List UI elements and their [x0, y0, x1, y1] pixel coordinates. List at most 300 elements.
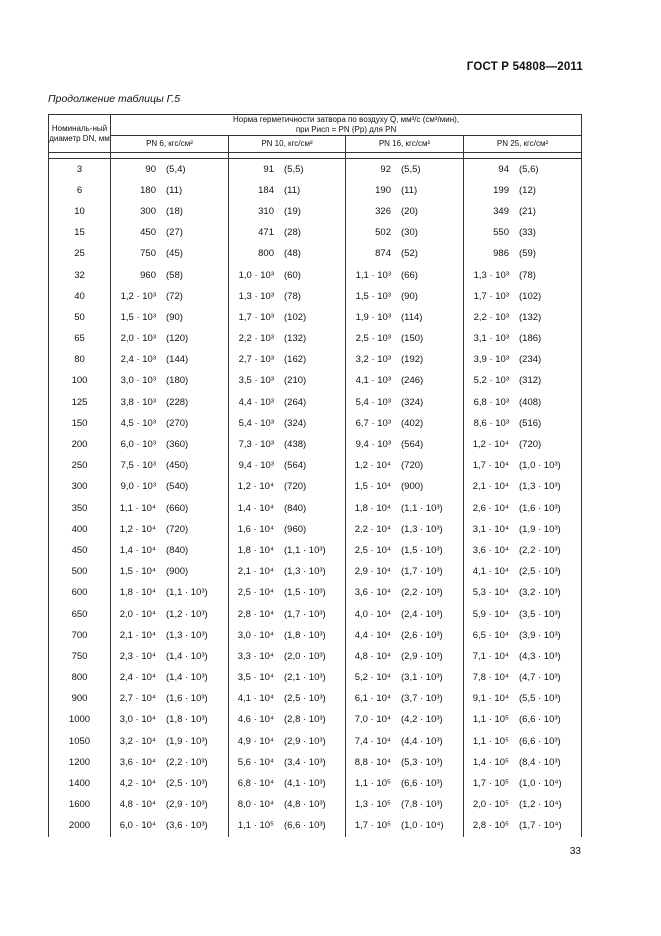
- leakage-cell: [346, 561, 464, 582]
- leakage-value-cm3min: (1,4 · 10³): [166, 650, 208, 662]
- leakage-value-mm3s: 300: [140, 205, 156, 217]
- leakage-value-cm3min: (11): [401, 184, 418, 196]
- column-header-pn10: PN 10, кгс/см²: [229, 136, 346, 153]
- leakage-value-mm3s: 1,7 · 10⁵: [472, 778, 509, 790]
- leakage-value-cm3min: (2,8 · 10³): [284, 714, 326, 726]
- leakage-value-cm3min: (5,5): [284, 163, 304, 175]
- leakage-value-mm3s: 3,2 · 10³: [355, 354, 391, 366]
- leakage-cell: [111, 709, 229, 730]
- leakage-value-mm3s: 4,6 · 10⁴: [237, 714, 274, 726]
- leakage-value-mm3s: 2,3 · 10⁴: [119, 650, 156, 662]
- leakage-value-cm3min: (720): [401, 460, 424, 472]
- leakage-cell: [229, 222, 346, 243]
- leakage-value-mm3s: 2,0 · 10³: [120, 333, 156, 345]
- leakage-value-cm3min: (5,3 · 10³): [401, 756, 443, 768]
- leakage-cell: [464, 815, 582, 836]
- leakage-cell: [464, 392, 582, 413]
- leakage-value-mm3s: 1,3 · 10³: [238, 290, 274, 302]
- table-row: [49, 688, 582, 709]
- table-row: [49, 349, 582, 370]
- leakage-value-cm3min: (2,1 · 10³): [284, 672, 326, 684]
- leakage-value-cm3min: (27): [166, 227, 183, 239]
- leakage-value-mm3s: 4,4 · 10⁴: [354, 629, 391, 641]
- leakage-cell: [464, 349, 582, 370]
- leakage-value-mm3s: 3,5 · 10⁴: [237, 672, 274, 684]
- leakage-value-cm3min: (60): [284, 269, 301, 281]
- leakage-value-mm3s: 3,0 · 10³: [120, 375, 156, 387]
- table-row: [49, 413, 582, 434]
- leakage-cell: [346, 476, 464, 497]
- leakage-cell: [111, 159, 229, 180]
- leakage-cell: [111, 815, 229, 836]
- table-row: [49, 392, 582, 413]
- leakage-value-mm3s: 2,2 · 10³: [238, 333, 274, 345]
- leakage-value-mm3s: 92: [380, 163, 391, 175]
- leakage-value-mm3s: 7,4 · 10⁴: [354, 735, 391, 747]
- leakage-cell: [346, 243, 464, 264]
- leakage-value-mm3s: 190: [375, 184, 391, 196]
- leakage-cell: [464, 646, 582, 667]
- leakage-value-mm3s: 1,1 · 10⁴: [119, 502, 156, 514]
- leakage-cell: [111, 794, 229, 815]
- leakage-value-cm3min: (1,5 · 10³): [284, 587, 326, 599]
- leakage-cell: [464, 667, 582, 688]
- leakage-value-mm3s: 960: [140, 269, 156, 281]
- leakage-value-mm3s: 4,8 · 10⁴: [354, 650, 391, 662]
- leakage-value-mm3s: 4,0 · 10⁴: [354, 608, 391, 620]
- leakage-value-cm3min: (324): [284, 417, 307, 429]
- leakage-value-mm3s: 2,0 · 10⁵: [472, 799, 509, 811]
- leakage-value-mm3s: 1,7 · 10³: [473, 290, 509, 302]
- leakage-cell: [229, 731, 346, 752]
- column-header-pn25: PN 25, кгс/см²: [464, 136, 582, 153]
- leakage-value-mm3s: 9,4 · 10³: [238, 460, 274, 472]
- table-row: [49, 222, 582, 243]
- leakage-cell: [346, 201, 464, 222]
- standard-code: ГОСТ Р 54808—2011: [466, 61, 583, 73]
- leakage-value-cm3min: (4,7 · 10³): [519, 672, 561, 684]
- leakage-value-cm3min: (660): [166, 502, 189, 514]
- table-row: [49, 264, 582, 285]
- leakage-cell: [111, 498, 229, 519]
- table-row: [49, 243, 582, 264]
- leakage-cell: [111, 413, 229, 434]
- leakage-cell: [464, 773, 582, 794]
- leakage-value-mm3s: 1,5 · 10³: [355, 290, 391, 302]
- table-row: [49, 328, 582, 349]
- leakage-value-cm3min: (3,6 · 10³): [166, 820, 208, 832]
- dn-value: 80: [49, 349, 111, 370]
- leakage-value-mm3s: 2,2 · 10³: [473, 311, 509, 323]
- leakage-value-cm3min: (2,2 · 10³): [519, 544, 561, 556]
- leakage-value-cm3min: (540): [166, 481, 189, 493]
- table-row: [49, 709, 582, 730]
- leakage-value-mm3s: 4,1 · 10³: [355, 375, 391, 387]
- leakage-cell: [111, 286, 229, 307]
- leakage-value-mm3s: 199: [493, 184, 509, 196]
- leakage-value-cm3min: (1,5 · 10³): [401, 544, 443, 556]
- leakage-value-cm3min: (78): [519, 269, 536, 281]
- dn-value: 100: [49, 370, 111, 391]
- leakage-value-cm3min: (408): [519, 396, 542, 408]
- main-header-line2: при Pисп = PN (Pр) для PN: [295, 125, 397, 134]
- leakage-cell: [111, 540, 229, 561]
- leakage-table: [48, 114, 582, 837]
- leakage-value-cm3min: (20): [401, 205, 418, 217]
- leakage-value-cm3min: (1,0 · 10⁴): [401, 820, 444, 832]
- leakage-value-cm3min: (1,7 · 10³): [284, 608, 326, 620]
- leakage-value-cm3min: (18): [166, 205, 183, 217]
- leakage-value-cm3min: (1,9 · 10³): [166, 735, 208, 747]
- leakage-value-cm3min: (1,7 · 10⁴): [519, 820, 562, 832]
- table-row: [49, 370, 582, 391]
- leakage-value-cm3min: (150): [401, 333, 424, 345]
- dn-value: 700: [49, 625, 111, 646]
- leakage-value-cm3min: (132): [519, 311, 542, 323]
- leakage-value-mm3s: 6,8 · 10³: [473, 396, 509, 408]
- leakage-cell: [464, 159, 582, 180]
- leakage-value-mm3s: 3,8 · 10³: [120, 396, 156, 408]
- table-row: [49, 498, 582, 519]
- leakage-cell: [229, 434, 346, 455]
- dn-column-header: Номиналь-ный диаметр DN, мм: [49, 115, 111, 153]
- leakage-value-cm3min: (840): [166, 544, 189, 556]
- leakage-cell: [346, 392, 464, 413]
- leakage-value-cm3min: (8,4 · 10³): [519, 756, 561, 768]
- leakage-cell: [229, 540, 346, 561]
- leakage-value-mm3s: 1,8 · 10⁴: [354, 502, 391, 514]
- leakage-value-mm3s: 1,1 · 10⁵: [472, 714, 509, 726]
- leakage-value-cm3min: (1,4 · 10³): [166, 672, 208, 684]
- leakage-value-cm3min: (45): [166, 248, 183, 260]
- leakage-cell: [229, 180, 346, 201]
- leakage-value-mm3s: 1,3 · 10⁵: [354, 799, 391, 811]
- leakage-value-cm3min: (246): [401, 375, 424, 387]
- main-column-header: [111, 115, 582, 136]
- leakage-value-mm3s: 2,1 · 10⁴: [472, 481, 509, 493]
- leakage-value-cm3min: (228): [166, 396, 189, 408]
- leakage-value-mm3s: 2,4 · 10³: [120, 354, 156, 366]
- leakage-cell: [229, 286, 346, 307]
- leakage-cell: [464, 370, 582, 391]
- table-row: [49, 646, 582, 667]
- leakage-value-cm3min: (1,1 · 10³): [166, 587, 208, 599]
- leakage-value-mm3s: 502: [375, 227, 391, 239]
- leakage-value-mm3s: 3,0 · 10⁴: [237, 629, 274, 641]
- leakage-value-mm3s: 4,1 · 10⁴: [237, 693, 274, 705]
- leakage-value-cm3min: (438): [284, 439, 307, 451]
- leakage-cell: [346, 794, 464, 815]
- leakage-value-cm3min: (2,2 · 10³): [401, 587, 443, 599]
- leakage-cell: [464, 709, 582, 730]
- leakage-cell: [229, 519, 346, 540]
- leakage-value-cm3min: (5,5 · 10³): [519, 693, 561, 705]
- leakage-value-cm3min: (4,1 · 10³): [284, 778, 326, 790]
- table-row: [49, 286, 582, 307]
- leakage-cell: [464, 455, 582, 476]
- leakage-value-mm3s: 550: [493, 227, 509, 239]
- leakage-cell: [111, 201, 229, 222]
- leakage-cell: [464, 434, 582, 455]
- leakage-value-cm3min: (3,9 · 10³): [519, 629, 561, 641]
- leakage-value-mm3s: 1,9 · 10³: [355, 311, 391, 323]
- leakage-value-mm3s: 3,5 · 10³: [238, 375, 274, 387]
- leakage-value-cm3min: (1,1 · 10³): [401, 502, 443, 514]
- leakage-value-cm3min: (1,8 · 10³): [284, 629, 326, 641]
- leakage-value-mm3s: 3,6 · 10⁴: [119, 756, 156, 768]
- leakage-value-cm3min: (162): [284, 354, 307, 366]
- leakage-cell: [464, 561, 582, 582]
- leakage-value-cm3min: (11): [166, 184, 183, 196]
- leakage-value-cm3min: (144): [166, 354, 189, 366]
- dn-value: 200: [49, 434, 111, 455]
- leakage-cell: [111, 752, 229, 773]
- leakage-value-mm3s: 1,2 · 10⁴: [354, 460, 391, 472]
- leakage-value-cm3min: (3,1 · 10³): [401, 672, 443, 684]
- leakage-value-cm3min: (270): [166, 417, 189, 429]
- leakage-value-cm3min: (33): [519, 227, 536, 239]
- leakage-cell: [229, 688, 346, 709]
- leakage-value-mm3s: 1,1 · 10³: [355, 269, 391, 281]
- leakage-value-cm3min: (312): [519, 375, 542, 387]
- leakage-cell: [229, 392, 346, 413]
- leakage-value-mm3s: 8,8 · 10⁴: [354, 756, 391, 768]
- leakage-value-cm3min: (1,1 · 10³): [284, 544, 326, 556]
- leakage-value-cm3min: (2,5 · 10³): [519, 566, 561, 578]
- leakage-cell: [346, 625, 464, 646]
- leakage-value-mm3s: 91: [263, 163, 274, 175]
- leakage-cell: [111, 243, 229, 264]
- leakage-value-cm3min: (21): [519, 205, 536, 217]
- leakage-cell: [229, 815, 346, 836]
- dn-value: 3: [49, 159, 111, 180]
- leakage-cell: [464, 201, 582, 222]
- leakage-value-mm3s: 2,9 · 10⁴: [354, 566, 391, 578]
- leakage-value-cm3min: (6,6 · 10³): [519, 714, 561, 726]
- leakage-cell: [111, 349, 229, 370]
- table-row: [49, 201, 582, 222]
- leakage-value-cm3min: (6,6 · 10³): [519, 735, 561, 747]
- leakage-value-cm3min: (1,9 · 10³): [519, 523, 561, 535]
- leakage-cell: [464, 243, 582, 264]
- leakage-cell: [464, 625, 582, 646]
- leakage-cell: [229, 307, 346, 328]
- leakage-value-cm3min: (564): [284, 460, 307, 472]
- dn-value: 900: [49, 688, 111, 709]
- leakage-value-cm3min: (2,9 · 10³): [284, 735, 326, 747]
- leakage-value-mm3s: 180: [140, 184, 156, 196]
- leakage-value-cm3min: (28): [284, 227, 301, 239]
- leakage-value-mm3s: 4,5 · 10³: [120, 417, 156, 429]
- leakage-value-cm3min: (2,5 · 10³): [284, 693, 326, 705]
- leakage-value-mm3s: 800: [258, 248, 274, 260]
- leakage-cell: [229, 370, 346, 391]
- leakage-value-cm3min: (192): [401, 354, 424, 366]
- leakage-value-mm3s: 1,0 · 10³: [238, 269, 274, 281]
- table-row: [49, 180, 582, 201]
- leakage-value-cm3min: (30): [401, 227, 418, 239]
- leakage-cell: [111, 180, 229, 201]
- dn-value: 2000: [49, 815, 111, 836]
- leakage-value-mm3s: 5,6 · 10⁴: [237, 756, 274, 768]
- leakage-value-mm3s: 1,5 · 10³: [120, 311, 156, 323]
- leakage-cell: [346, 582, 464, 603]
- leakage-value-cm3min: (1,3 · 10³): [401, 523, 443, 535]
- leakage-cell: [346, 413, 464, 434]
- dn-value: 25: [49, 243, 111, 264]
- table-row: [49, 307, 582, 328]
- table-row: [49, 603, 582, 624]
- leakage-value-cm3min: (7,8 · 10³): [401, 799, 443, 811]
- table-row: [49, 561, 582, 582]
- leakage-cell: [229, 476, 346, 497]
- table-row: [49, 582, 582, 603]
- leakage-cell: [111, 222, 229, 243]
- leakage-value-mm3s: 1,7 · 10⁵: [354, 820, 391, 832]
- leakage-cell: [346, 815, 464, 836]
- leakage-cell: [346, 455, 464, 476]
- dn-value: 40: [49, 286, 111, 307]
- leakage-value-cm3min: (450): [166, 460, 189, 472]
- leakage-cell: [464, 688, 582, 709]
- leakage-cell: [111, 264, 229, 285]
- leakage-value-cm3min: (840): [284, 502, 307, 514]
- leakage-cell: [346, 349, 464, 370]
- leakage-value-cm3min: (4,3 · 10³): [519, 650, 561, 662]
- leakage-value-mm3s: 3,1 · 10³: [473, 333, 509, 345]
- leakage-cell: [229, 498, 346, 519]
- leakage-value-cm3min: (720): [166, 523, 189, 535]
- dn-value: 450: [49, 540, 111, 561]
- leakage-value-cm3min: (2,0 · 10³): [284, 650, 326, 662]
- leakage-cell: [346, 731, 464, 752]
- leakage-cell: [464, 328, 582, 349]
- leakage-cell: [229, 625, 346, 646]
- leakage-value-cm3min: (360): [166, 439, 189, 451]
- leakage-cell: [464, 582, 582, 603]
- leakage-value-cm3min: (900): [166, 566, 189, 578]
- leakage-value-mm3s: 6,8 · 10⁴: [237, 778, 274, 790]
- leakage-cell: [111, 392, 229, 413]
- leakage-value-mm3s: 471: [258, 227, 274, 239]
- leakage-value-mm3s: 2,1 · 10⁴: [119, 629, 156, 641]
- leakage-value-cm3min: (1,2 · 10⁴): [519, 799, 562, 811]
- leakage-value-mm3s: 7,3 · 10³: [238, 439, 274, 451]
- leakage-cell: [229, 413, 346, 434]
- leakage-value-mm3s: 90: [145, 163, 156, 175]
- leakage-cell: [346, 667, 464, 688]
- leakage-value-mm3s: 7,1 · 10⁴: [472, 650, 509, 662]
- leakage-value-cm3min: (3,2 · 10³): [519, 587, 561, 599]
- leakage-cell: [111, 667, 229, 688]
- leakage-value-mm3s: 3,9 · 10³: [473, 354, 509, 366]
- leakage-value-cm3min: (90): [401, 290, 418, 302]
- dn-value: 1000: [49, 709, 111, 730]
- leakage-value-mm3s: 8,0 · 10⁴: [237, 799, 274, 811]
- leakage-cell: [111, 455, 229, 476]
- leakage-value-cm3min: (48): [284, 248, 301, 260]
- leakage-value-mm3s: 2,6 · 10⁴: [472, 502, 509, 514]
- table-row: [49, 773, 582, 794]
- dn-value: 350: [49, 498, 111, 519]
- leakage-cell: [346, 222, 464, 243]
- leakage-value-mm3s: 326: [375, 205, 391, 217]
- leakage-cell: [111, 307, 229, 328]
- leakage-value-mm3s: 5,2 · 10⁴: [354, 672, 391, 684]
- leakage-value-mm3s: 2,1 · 10⁴: [237, 566, 274, 578]
- leakage-cell: [111, 519, 229, 540]
- leakage-value-mm3s: 1,1 · 10⁵: [472, 735, 509, 747]
- leakage-value-cm3min: (5,6): [519, 163, 539, 175]
- leakage-value-cm3min: (12): [519, 184, 536, 196]
- leakage-value-mm3s: 9,4 · 10³: [355, 439, 391, 451]
- leakage-value-mm3s: 6,5 · 10⁴: [472, 629, 509, 641]
- leakage-value-cm3min: (1,2 · 10³): [166, 608, 208, 620]
- leakage-value-cm3min: (3,7 · 10³): [401, 693, 443, 705]
- leakage-value-cm3min: (2,9 · 10³): [166, 799, 208, 811]
- leakage-value-cm3min: (52): [401, 248, 418, 260]
- leakage-value-mm3s: 9,0 · 10³: [120, 481, 156, 493]
- leakage-value-cm3min: (2,4 · 10³): [401, 608, 443, 620]
- table-row: [49, 752, 582, 773]
- table-row: [49, 731, 582, 752]
- leakage-value-cm3min: (1,3 · 10³): [166, 629, 208, 641]
- leakage-value-mm3s: 1,8 · 10⁴: [237, 544, 274, 556]
- leakage-value-cm3min: (1,3 · 10³): [284, 566, 326, 578]
- leakage-cell: [229, 349, 346, 370]
- leakage-value-mm3s: 1,7 · 10³: [238, 311, 274, 323]
- table-row: [49, 434, 582, 455]
- leakage-value-mm3s: 3,6 · 10⁴: [472, 544, 509, 556]
- leakage-cell: [111, 582, 229, 603]
- leakage-value-mm3s: 3,1 · 10⁴: [472, 523, 509, 535]
- leakage-cell: [464, 222, 582, 243]
- leakage-cell: [111, 561, 229, 582]
- leakage-value-mm3s: 1,2 · 10⁴: [119, 523, 156, 535]
- dn-value: 300: [49, 476, 111, 497]
- leakage-cell: [229, 667, 346, 688]
- leakage-cell: [229, 794, 346, 815]
- leakage-value-mm3s: 3,3 · 10⁴: [237, 650, 274, 662]
- leakage-value-cm3min: (11): [284, 184, 301, 196]
- leakage-value-cm3min: (1,6 · 10³): [166, 693, 208, 705]
- leakage-cell: [229, 243, 346, 264]
- leakage-cell: [464, 286, 582, 307]
- leakage-value-cm3min: (4,2 · 10³): [401, 714, 443, 726]
- leakage-value-cm3min: (1,7 · 10³): [401, 566, 443, 578]
- leakage-value-mm3s: 2,7 · 10³: [238, 354, 274, 366]
- table-row: [49, 519, 582, 540]
- leakage-value-cm3min: (5,4): [166, 163, 186, 175]
- leakage-value-cm3min: (960): [284, 523, 307, 535]
- leakage-cell: [464, 540, 582, 561]
- leakage-value-cm3min: (114): [401, 311, 423, 323]
- leakage-value-cm3min: (1,0 · 10³): [519, 460, 561, 472]
- leakage-cell: [346, 540, 464, 561]
- leakage-value-cm3min: (58): [166, 269, 183, 281]
- leakage-value-cm3min: (2,9 · 10³): [401, 650, 443, 662]
- leakage-value-mm3s: 3,6 · 10⁴: [354, 587, 391, 599]
- leakage-cell: [346, 307, 464, 328]
- leakage-value-mm3s: 1,8 · 10⁴: [119, 587, 156, 599]
- leakage-cell: [229, 201, 346, 222]
- leakage-cell: [229, 561, 346, 582]
- leakage-cell: [229, 455, 346, 476]
- leakage-cell: [346, 286, 464, 307]
- leakage-value-cm3min: (5,5): [401, 163, 421, 175]
- leakage-value-mm3s: 1,2 · 10³: [120, 290, 156, 302]
- leakage-cell: [111, 731, 229, 752]
